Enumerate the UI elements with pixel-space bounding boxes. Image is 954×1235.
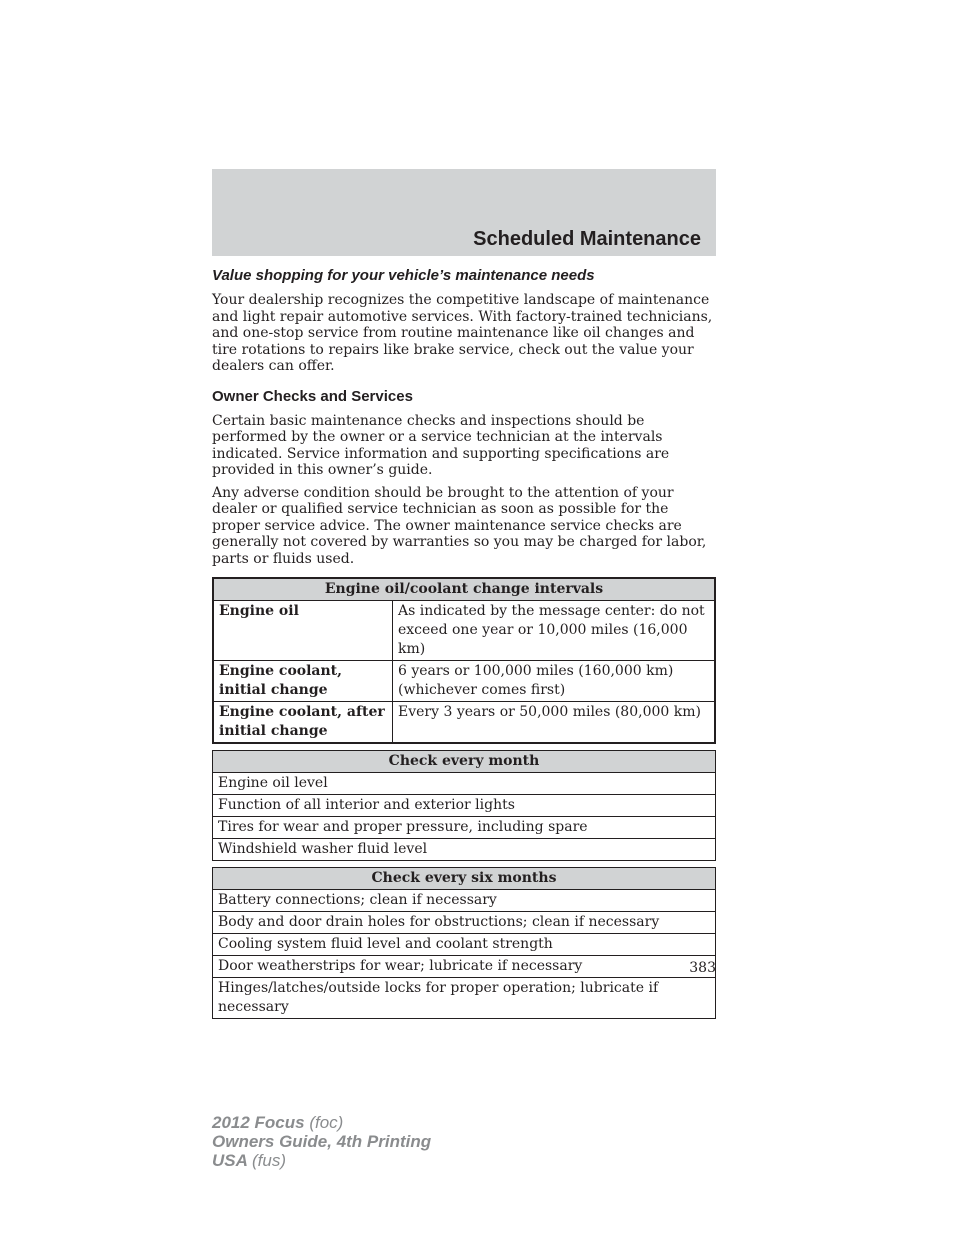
table-header: Engine oil/coolant change intervals — [213, 578, 715, 601]
page-number: 383 — [689, 960, 716, 976]
row-value: As indicated by the message center: do not exceed one year or 10,000 miles (16,000 km) — [393, 601, 716, 661]
footer-line-2: Owners Guide, 4th Printing — [212, 1132, 432, 1151]
section-title: Scheduled Maintenance — [473, 228, 701, 250]
footer-publication-info — [212, 1113, 431, 1170]
list-item: Engine oil level — [213, 773, 716, 795]
table-row — [213, 956, 716, 978]
footer-model: 2012 Focus — [212, 1113, 305, 1132]
table-row — [213, 839, 716, 861]
value-shopping-paragraph: Your dealership recognizes the competitive landscape of maintenance and light repair automotive services. With factory-trained technicians, and one-stop service from routine maintenance like oil changes and tire rotations to repairs like brake service, check out the value your dealers can offer. — [212, 292, 713, 374]
footer-market: USA — [212, 1151, 248, 1170]
table-header-row — [213, 578, 715, 601]
list-item: Door weatherstrips for wear; lubricate if necessary — [213, 956, 716, 978]
table-row — [213, 912, 716, 934]
table-header-row — [213, 751, 716, 773]
list-item: Function of all interior and exterior lights — [213, 795, 716, 817]
footer-line-1 — [212, 1113, 431, 1132]
row-label: Engine coolant, initial change — [213, 661, 393, 702]
row-value: Every 3 years or 50,000 miles (80,000 km) — [393, 702, 716, 744]
owner-checks-paragraph-2: Any adverse condition should be brought to the attention of your dealer or qualified service technician as soon as possible for the proper service advice. The owner maintenance service checks are generally not covered by warranties so you may be charged for labor, parts or fluids used. — [212, 484, 707, 567]
owner-checks-paragraph-1: Certain basic maintenance checks and inspections should be performed by the owner or a service technician at the intervals indicated. Service information and supporting specifications are provided in this owner’s guide. — [212, 412, 670, 478]
list-item: Tires for wear and proper pressure, including spare — [213, 817, 716, 839]
table-row — [213, 817, 716, 839]
table-row — [213, 890, 716, 912]
table-row — [213, 661, 715, 702]
row-label: Engine coolant, after initial change — [213, 702, 393, 744]
page-content — [212, 266, 716, 1019]
list-item: Cooling system fluid level and coolant strength — [213, 934, 716, 956]
footer-model-code: (foc) — [309, 1113, 344, 1132]
table-header: Check every month — [213, 751, 716, 773]
owner-checks-heading: Owner Checks and Services — [212, 387, 413, 405]
table-row — [213, 601, 715, 661]
table-row — [213, 773, 716, 795]
table-header: Check every six months — [213, 868, 716, 890]
list-item: Battery connections; clean if necessary — [213, 890, 716, 912]
value-shopping-heading: Value shopping for your vehicle’s maintenance needs — [212, 267, 595, 284]
list-item: Hinges/latches/outside locks for proper operation; lubricate if necessary — [213, 978, 716, 1019]
table-row — [213, 795, 716, 817]
row-label: Engine oil — [213, 601, 393, 661]
list-item: Body and door drain holes for obstructions; clean if necessary — [213, 912, 716, 934]
table-row — [213, 978, 716, 1019]
table-row — [213, 934, 716, 956]
table-row — [213, 702, 715, 744]
row-value: 6 years or 100,000 miles (160,000 km) (whichever comes first) — [393, 661, 716, 702]
oil-coolant-intervals-table — [212, 577, 716, 744]
section-header-band — [212, 169, 716, 256]
footer-market-code: (fus) — [252, 1151, 286, 1170]
footer-line-3 — [212, 1151, 431, 1170]
six-month-checks-table — [212, 867, 716, 1019]
table-header-row — [213, 868, 716, 890]
monthly-checks-table — [212, 750, 716, 861]
list-item: Windshield washer fluid level — [213, 839, 716, 861]
